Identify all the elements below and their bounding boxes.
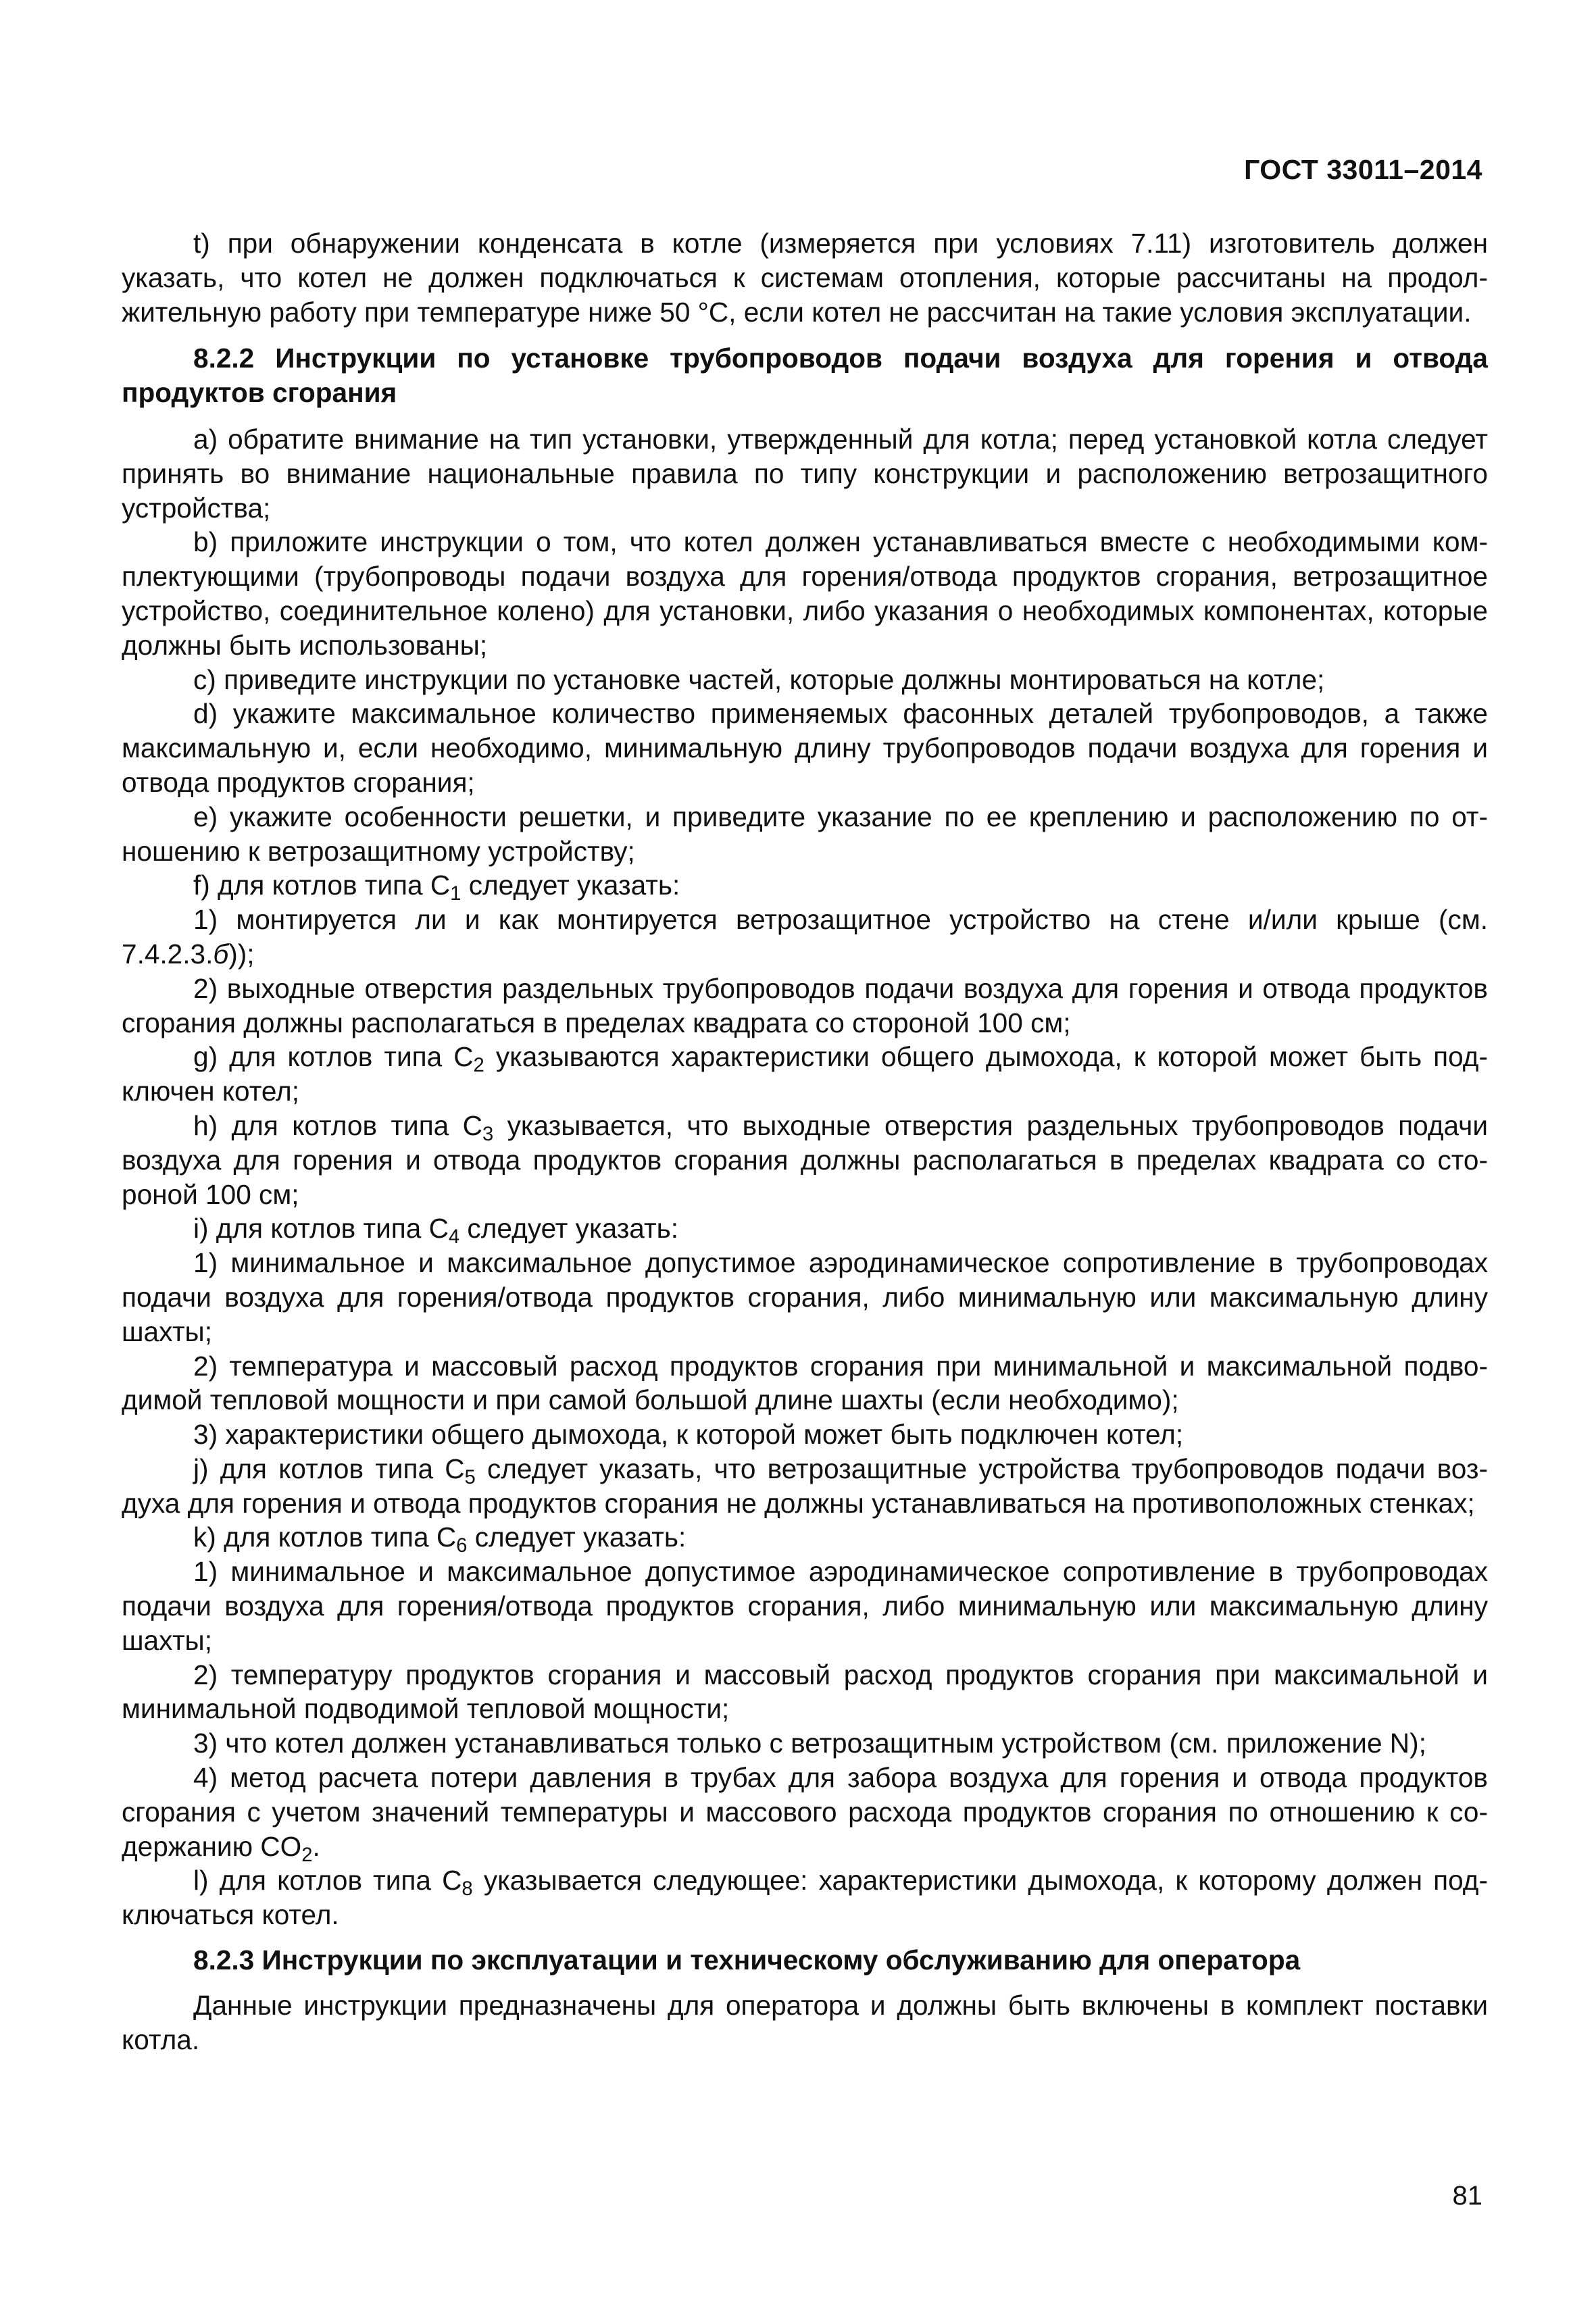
paragraph-item-e: e) укажите особенности решетки, и приведите указание по ее креплению и расположению по отношению к ветрозащитному устройству; — [122, 801, 1488, 867]
document-body — [122, 226, 1488, 2057]
item-k4-subscript: 2 — [301, 1844, 313, 1866]
item-l-text: l) для котлов типа C — [193, 1865, 462, 1896]
item-j-text: j) для котлов типа C — [193, 1453, 465, 1484]
paragraph-item-l — [122, 1863, 1488, 1932]
item-h-text-end: указывается, что выходные отверстия раздельных трубопроводов подачи воздуха для горения и отвода продуктов сгорания должны располагаться в пределах квадрата со стороной 100 см; — [122, 1109, 1488, 1210]
paragraph-item-k4 — [122, 1761, 1488, 1866]
item-j-text-end: следует указать, что ветрозащитные устройства трубопроводов подачи воздуха для горения и отвода продуктов сгорания не должны устанавливаться на противоположных стенках; — [122, 1453, 1488, 1519]
page-number: 81 — [1452, 2181, 1482, 2211]
item-k4-text: 4) метод расчета потери давления в трубах для забора воздуха для горения и отвода продуктов сгорания с учетом значений температуры и массового расхода продуктов сгорания по отношению к содержанию CO — [122, 1762, 1488, 1862]
paragraph-item-k — [122, 1520, 1488, 1555]
paragraph-item-d: d) укажите максимальное количество применяемых фасонных деталей трубопроводов, а также максимальную и, если необходимо, минимальную длину трубопроводов подачи воздуха для горения и отвода продуктов сгорания; — [122, 698, 1488, 798]
item-j-subscript: 5 — [464, 1467, 476, 1489]
item-k4-text-end: . — [312, 1830, 320, 1862]
paragraph-item-j — [122, 1452, 1488, 1521]
item-i-subscript: 4 — [448, 1226, 460, 1249]
item-f-text: f) для котлов типа C — [193, 870, 451, 901]
item-g-text-end: указываются характеристики общего дымохода, к которой может быть подключен котел; — [122, 1041, 1488, 1107]
paragraph-item-t: t) при обнаружении конденсата в котле (измеряется при условиях 7.11) изготовитель должен указать, что котел не должен подключаться к системам отопления, которые рассчитаны на продолжительную работу при температуре ниже 50 °С, если котел не рассчитан на такие условия эксплуатации. — [122, 228, 1488, 328]
paragraph-item-i2: 2) температура и массовый расход продуктов сгорания при минимальной и максимальной подводимой тепловой мощности и при самой большой длине шахты (если необходимо); — [122, 1350, 1488, 1416]
paragraph-item-f2: 2) выходные отверстия раздельных трубопроводов подачи воздуха для горения и отвода продуктов сгорания должны располагаться в пределах квадрата со стороной 100 см; — [122, 972, 1488, 1038]
paragraph-item-b: b) приложите инструкции о том, что котел должен устанавливаться вместе с необходимыми комплектующими (трубопроводы подачи воздуха для горения/отвода продуктов сгорания, ветрозащитное устройство, соединительное колено) для установки, либо указания о необходимых компонентах, которые должны быть использованы; — [122, 526, 1488, 661]
paragraph-item-f1 — [122, 903, 1488, 972]
item-f1-text-end: )); — [228, 938, 255, 970]
paragraph-item-k3: 3) что котел должен устанавливаться только с ветрозащитным устройством (см. приложение N); — [193, 1728, 1426, 1759]
section-heading-8-2-3: 8.2.3 Инструкции по эксплуатации и техническому обслуживанию для оператора — [193, 1944, 1301, 1976]
item-f-text-end: следует указать: — [461, 870, 680, 901]
item-g-subscript: 2 — [473, 1055, 484, 1077]
item-f1-text: 1) монтируется ли и как монтируется ветрозащитное устройство на стене и/или крыше (см. 7.4.2.3. — [122, 904, 1488, 970]
paragraph-section-8-2-3: Данные инструкции предназначены для оператора и должны быть включены в комплект поставки котла. — [122, 1989, 1488, 2055]
item-i-text: i) для котлов типа C — [193, 1213, 449, 1244]
paragraph-item-f — [122, 868, 1488, 903]
item-l-text-end: указывается следующее: характеристики дымохода, к которому должен подключаться котел. — [122, 1865, 1488, 1931]
paragraph-item-k1: 1) минимальное и максимальное допустимое аэродинамическое сопротивление в трубопроводах подачи воздуха для горения/отвода продуктов сгорания, либо минимальную или максимальную длину шахты; — [122, 1556, 1488, 1656]
paragraph-item-c: c) приведите инструкции по установке частей, которые должны монтироваться на котле; — [193, 663, 1325, 695]
paragraph-item-a: a) обратите внимание на тип установки, утвержденный для котла; перед установкой котла следует принять во внимание национальные правила по типу конструкции и расположению ветрозащитного устройства; — [122, 423, 1488, 524]
item-k-text: k) для котлов типа C — [193, 1521, 457, 1553]
paragraph-item-h — [122, 1109, 1488, 1211]
item-g-text: g) для котлов типа C — [193, 1041, 474, 1073]
section-heading-8-2-2: 8.2.2 Инструкции по установке трубопроводов подачи воздуха для горения и отвода продуктов сгорания — [122, 343, 1488, 409]
item-f1-italic: б — [213, 938, 229, 970]
paragraph-item-i — [122, 1211, 1488, 1249]
paragraph-item-i1: 1) минимальное и максимальное допустимое аэродинамическое сопротивление в трубопроводах подачи воздуха для горения/отвода продуктов сгорания, либо минимальную или максимальную длину шахты; — [122, 1247, 1488, 1347]
paragraph-item-k2: 2) температуру продуктов сгорания и массовый расход продуктов сгорания при максимальной и минимальной подводимой тепловой мощности; — [122, 1659, 1488, 1725]
item-i-text-end: следует указать: — [459, 1213, 678, 1244]
item-l-subscript: 8 — [462, 1878, 473, 1901]
item-h-text: h) для котлов типа C — [193, 1109, 482, 1141]
item-h-subscript: 3 — [482, 1124, 494, 1146]
document-number-header: ГОСТ 33011–2014 — [1244, 154, 1482, 185]
item-k-text-end: следует указать: — [467, 1521, 687, 1553]
item-k-subscript: 6 — [456, 1535, 468, 1557]
paragraph-item-i3: 3) характеристики общего дымохода, к которой может быть подключен котел; — [193, 1419, 1184, 1451]
paragraph-item-g — [122, 1040, 1488, 1109]
item-f-subscript: 1 — [450, 883, 462, 905]
